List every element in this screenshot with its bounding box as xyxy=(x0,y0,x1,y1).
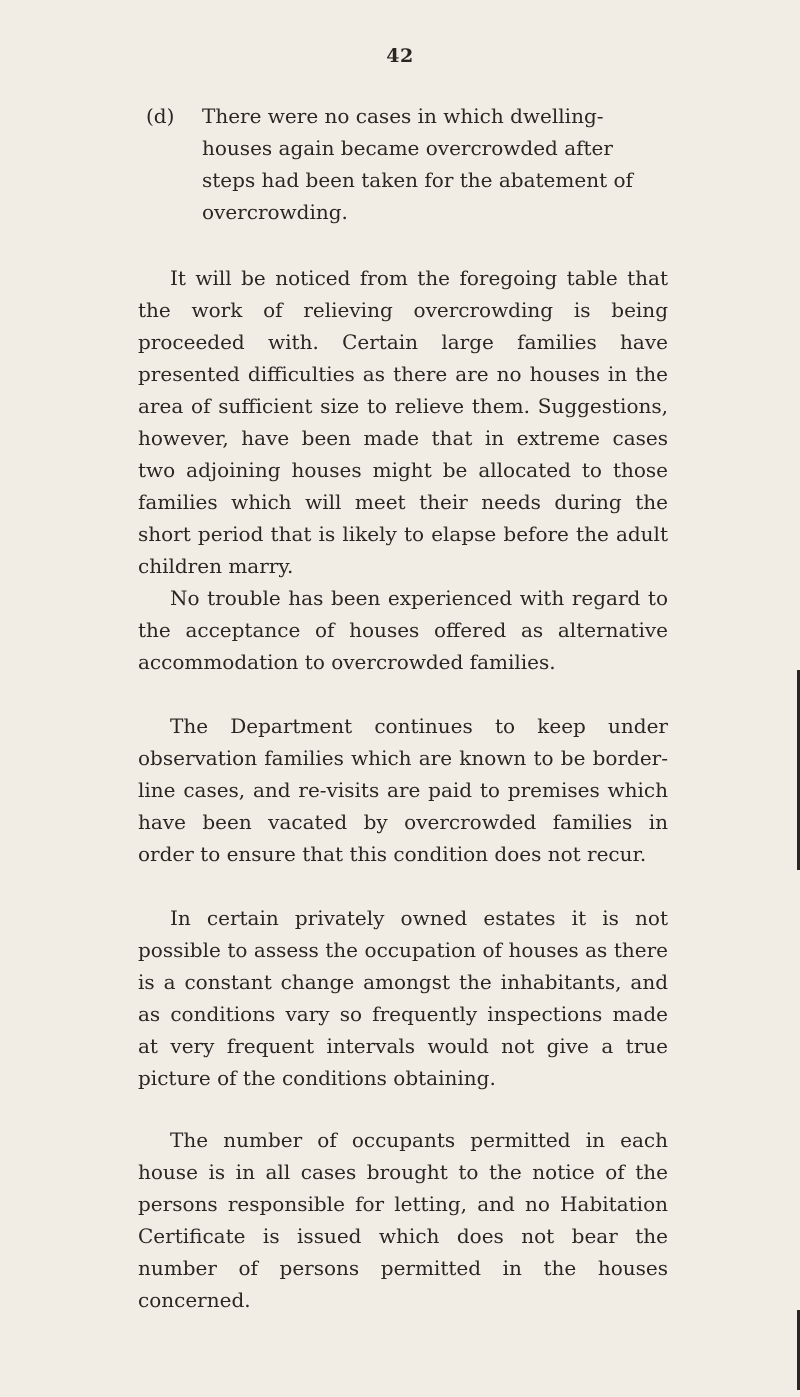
list-item-marker: (d) xyxy=(146,104,175,128)
paragraph-no-trouble: No trouble has been experienced with regard to the acceptance of houses offered as alternative accommodation to overcrowded families. xyxy=(138,586,668,674)
paragraph-number-of-occupants: The number of occupants permitted in each house is in all cases brought to the notice of the persons responsible for letting, and no Habitation Certificate is issued which does not bear the number of persons permitted in the houses concerned. xyxy=(138,1128,668,1312)
list-item-d xyxy=(146,100,666,228)
paragraph-foregoing-table: It will be noticed from the foregoing table that the work of relieving overcrowding is being proceeded with. Certain large families have presented difficulties as there are no houses in the area of sufficient size to relieve them. Suggestions, however, have been made that in extreme cases two adjoining houses might be allocated to those families which will meet their needs during the short period that is likely to elapse before the adult children marry. xyxy=(138,266,668,578)
paragraph-department-observation: The Department continues to keep under observation families which are known to be border-line cases, and re-visits are paid to premises which have been vacated by overcrowded families in order to ensure that this condition does not recur. xyxy=(138,714,668,866)
list-item-text: There were no cases in which dwelling-houses again became overcrowded after steps had been taken for the abatement of overcrowding. xyxy=(202,104,633,224)
page-number: 42 xyxy=(386,45,414,67)
paragraph-privately-owned-estates: In certain privately owned estates it is not possible to assess the occupation of houses as there is a constant change amongst the inhabitants, and as conditions vary so frequently inspections made at very frequent intervals would not give a true picture of the conditions obtaining. xyxy=(138,906,668,1090)
